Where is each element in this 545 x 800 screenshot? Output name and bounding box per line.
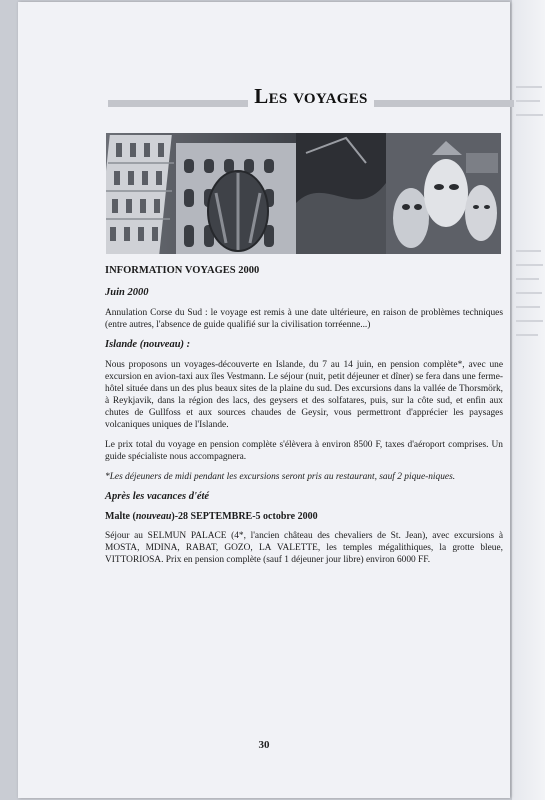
article-body <box>105 265 503 574</box>
section-heading: INFORMATION VOYAGES 2000 <box>105 265 260 276</box>
brochure-page <box>18 2 510 798</box>
islande-heading-note: (nouveau) : <box>139 339 191 350</box>
balloon <box>208 171 268 251</box>
islande-heading-name: Islande <box>105 339 138 350</box>
islande-paragraph: Nous proposons un voyages-découverte en Islande, du 7 au 14 juin, en pension complète*, avec une excursion en avion-taxi aux îles Vestmann. Le séjour (nuit, petit déjeuner et dîner) se fera dans une ferme-hôtel située dans un des plus beaux sites de la plaine du sud. Des excursions dans la vallée de Thorsmörk, à Reykjavik, dans la région des lacs, des geysers et des solfatares, puis, sur la côte sud, et enfin aux chutes de Gullfoss et aux sources chaudes de Geysir, vous permettront d'apprécier les paysages volcaniques uniques de l'Islande. <box>105 360 503 430</box>
malte-heading-note: nouveau <box>135 511 172 522</box>
malte-paragraph: Séjour au SELMUN PALACE (4*, l'ancien château des chevaliers de St. Jean), avec excursions à MOSTA, MDINA, RABAT, GOZO, LA VALETTE, les temples mégalithiques, la grotte bleue, VITTORIOSA. Prix en pension complète (sauf 1 déjeuner jour libre) environ 6000 FF. <box>105 531 503 565</box>
islande-price: Le prix total du voyage en pension complète s'élèvera à environ 8500 F, taxes d'aéroport comprises. Un guide spécialiste nous accompagnera. <box>105 440 503 462</box>
islande-footnote: *Les déjeuners de midi pendant les excursions seront pris au restaurant, sauf 2 pique-niques. <box>105 472 456 482</box>
title-block <box>108 86 514 110</box>
islande-heading <box>105 339 503 350</box>
juin-paragraph: Annulation Corse du Sud : le voyage est remis à une date ultérieure, en raison de problèmes techniques (entre autres, l'absence de guide qualifié sur la civilisation torréenne...) <box>105 308 503 330</box>
adjacent-page-edge <box>512 0 545 800</box>
page-title: Les voyages <box>108 84 514 109</box>
travel-collage-photo <box>106 133 501 254</box>
juin-heading: Juin 2000 <box>105 287 149 298</box>
malte-heading: Malte (nouveau)-28 SEPTEMBRE-5 octobre 2000 <box>105 511 318 522</box>
page-number: 30 <box>258 739 270 751</box>
apres-heading: Après les vacances d'été <box>105 491 210 502</box>
carnival-masks <box>386 133 501 254</box>
